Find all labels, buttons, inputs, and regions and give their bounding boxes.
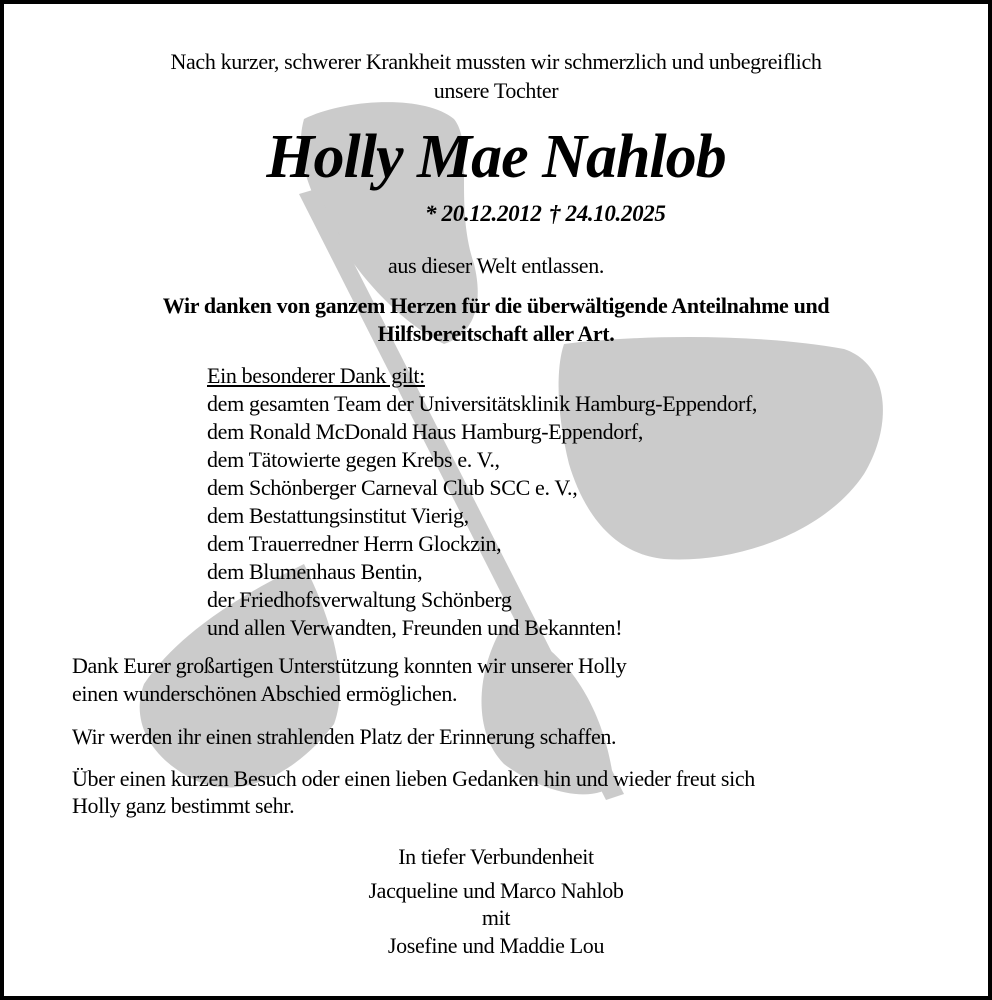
paragraph-line: Holly ganz bestimmt sehr.: [72, 793, 295, 818]
list-item: dem Ronald McDonald Haus Hamburg-Eppendorf,: [207, 419, 644, 444]
paragraph-line: einen wunderschönen Abschied ermöglichen.: [72, 681, 458, 706]
paragraph-line: Dank Eurer großartigen Unterstützung konnten wir unserer Holly: [72, 653, 627, 678]
released-line: aus dieser Welt entlassen.: [388, 253, 604, 278]
list-item: dem Schönberger Carneval Club SCC e. V.,: [207, 475, 578, 500]
closing-with: mit: [481, 905, 511, 930]
special-thanks-heading: Ein besonderer Dank gilt:: [207, 363, 425, 388]
list-item: der Friedhofsverwaltung Schönberg: [207, 587, 512, 612]
signatories: Jacqueline und Marco Nahlob: [368, 878, 624, 903]
list-item: dem Blumenhaus Bentin,: [207, 559, 423, 584]
deceased-name: Holly Mae Nahlob: [266, 123, 726, 191]
death-date: † 24.10.2025: [549, 201, 666, 226]
intro-line: Nach kurzer, schwerer Krankheit mussten wir schmerzlich und unbegreiflich: [170, 49, 822, 74]
birth-date: * 20.12.2012: [425, 201, 542, 226]
thanks-line: Hilfsbereitschaft aller Art.: [377, 321, 615, 346]
list-item: dem Tätowierte gegen Krebs e. V.,: [207, 447, 500, 472]
thanks-line: Wir danken von ganzem Herzen für die überwältigende Anteilnahme und: [162, 293, 830, 318]
list-item: dem gesamten Team der Universitätsklinik Hamburg-Eppendorf,: [207, 391, 758, 416]
paragraph-line: Wir werden ihr einen strahlenden Platz der Erinnerung schaffen.: [72, 724, 617, 749]
list-item: dem Trauerredner Herrn Glockzin,: [207, 531, 502, 556]
intro-line: unsere Tochter: [433, 78, 559, 103]
paragraph-line: Über einen kurzen Besuch oder einen lieben Gedanken hin und wieder freut sich: [72, 766, 755, 791]
closing-line: In tiefer Verbundenheit: [398, 844, 594, 869]
signatories: Josefine und Maddie Lou: [387, 933, 605, 958]
list-item: dem Bestattungsinstitut Vierig,: [207, 503, 469, 528]
list-item: und allen Verwandten, Freunden und Bekannten!: [207, 615, 623, 640]
